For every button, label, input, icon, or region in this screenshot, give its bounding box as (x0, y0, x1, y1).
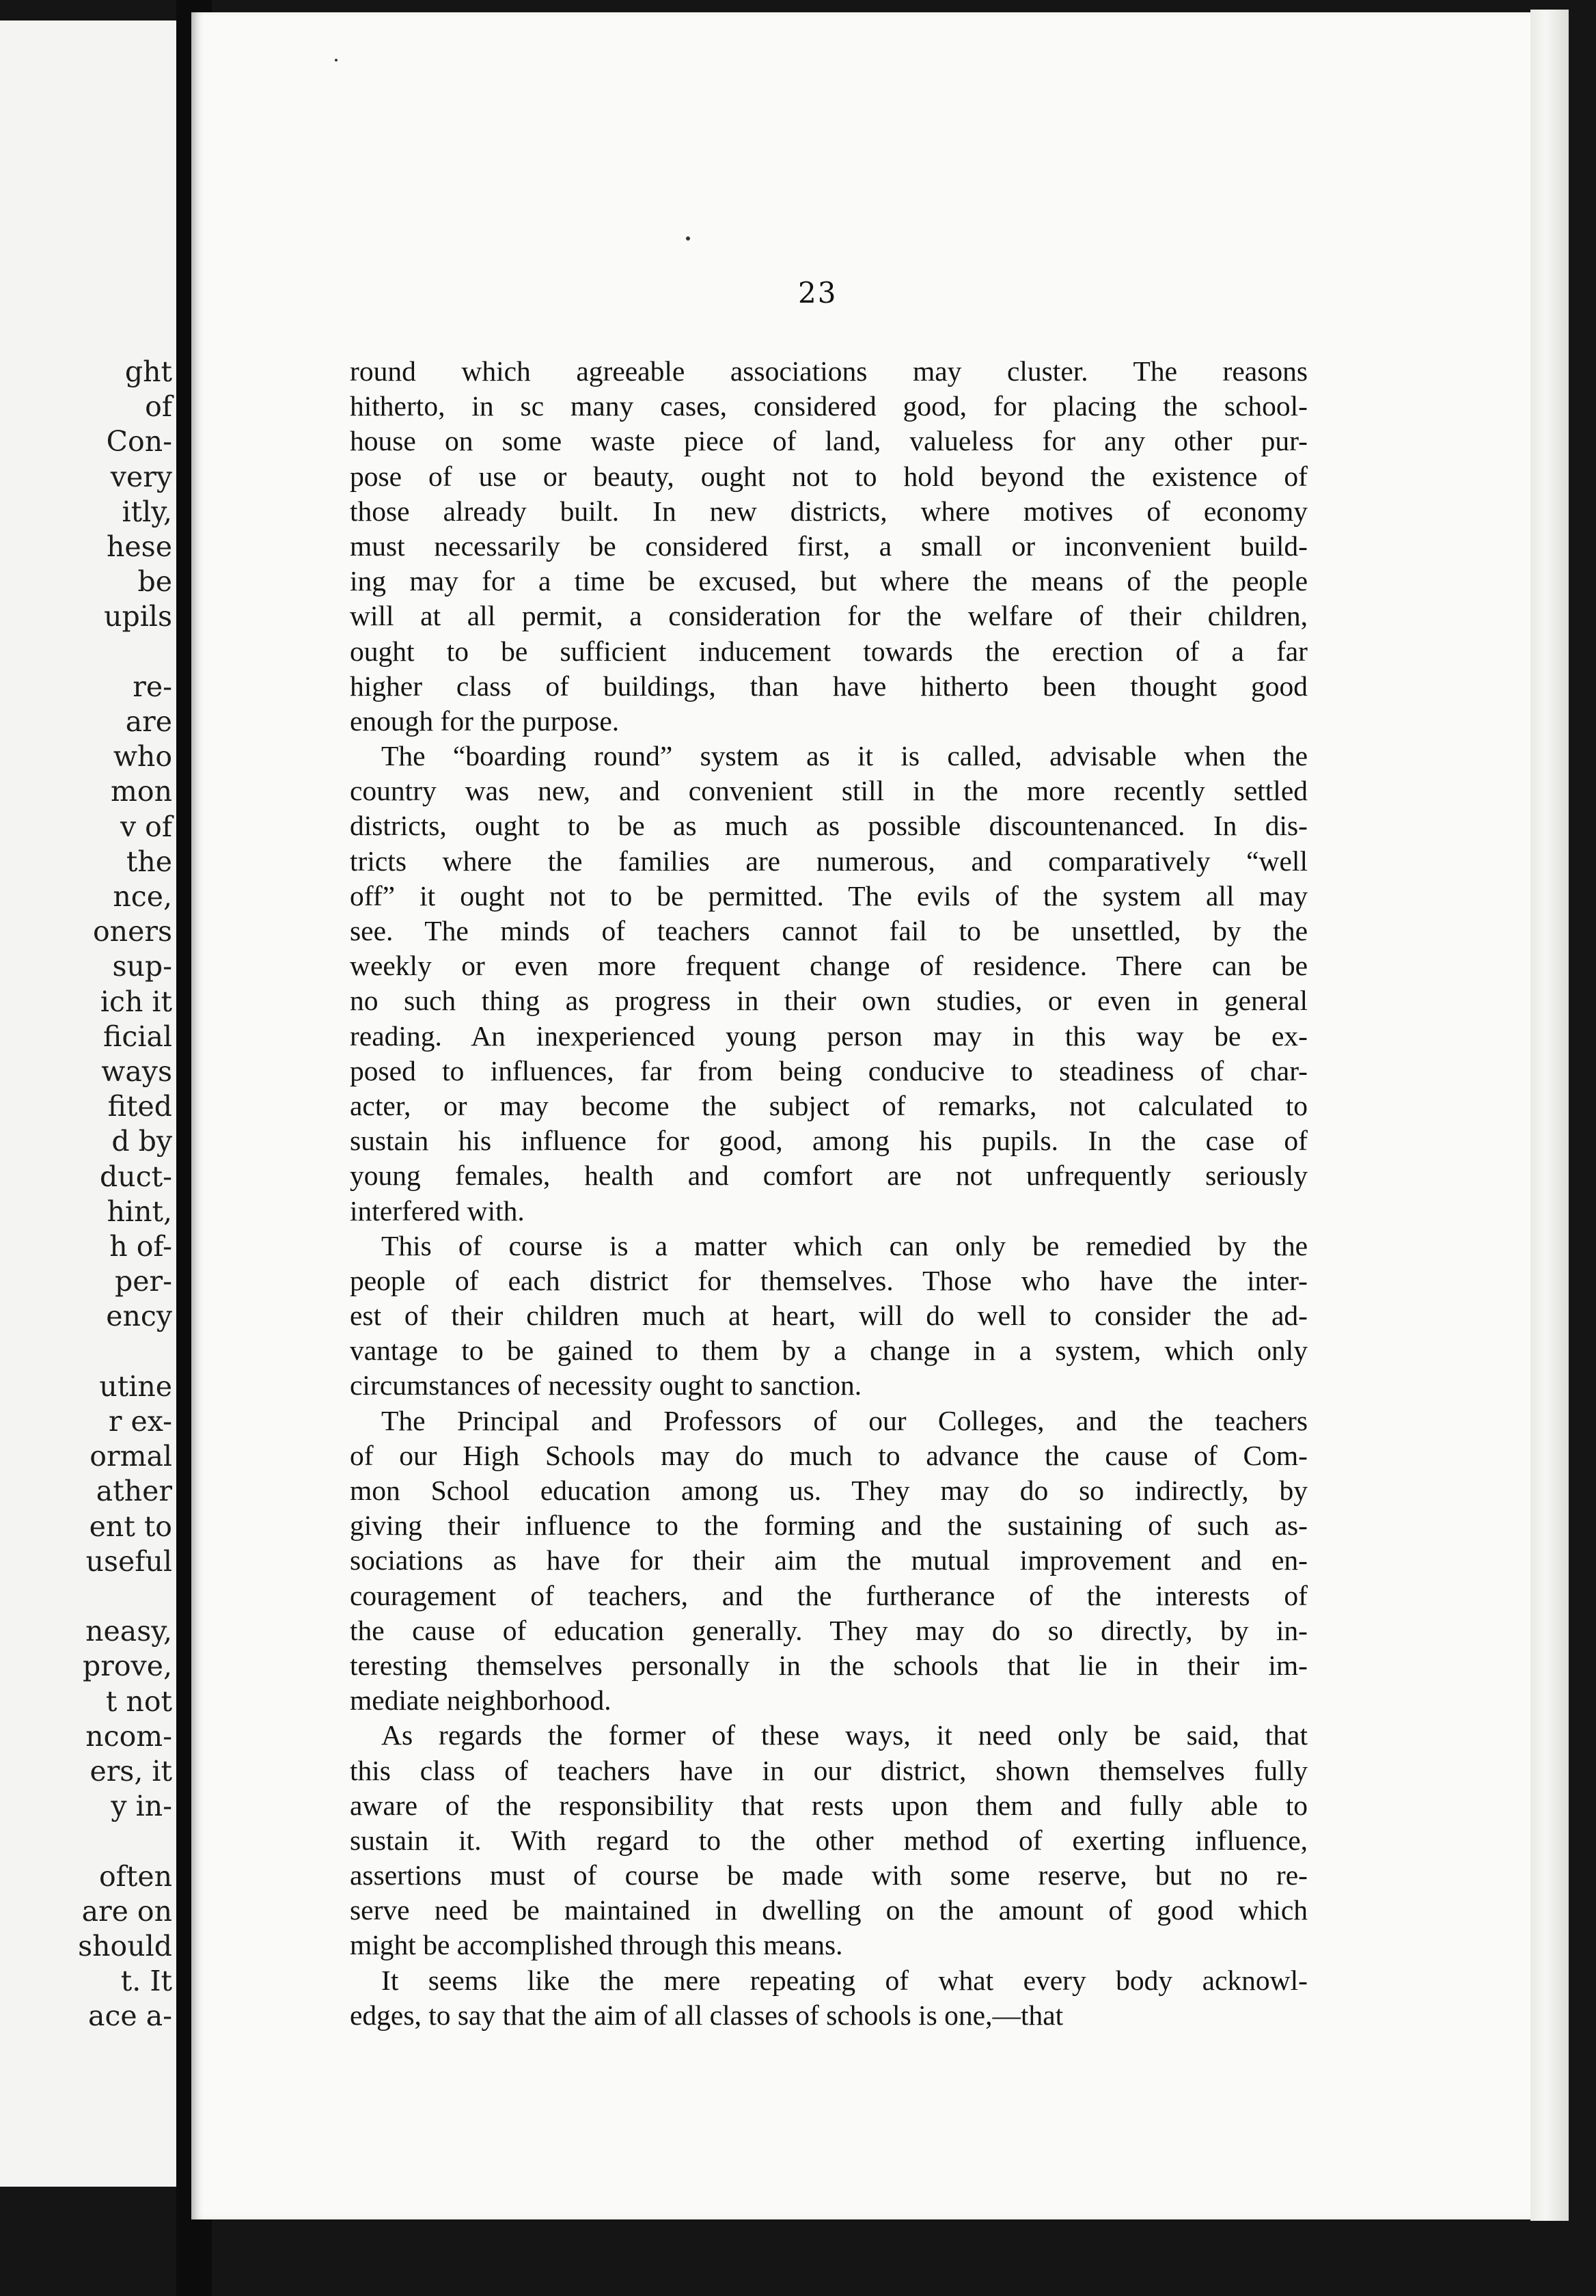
text-line: those already built. In new districts, where motives of economy (350, 495, 1308, 527)
margin-fragment: hese (107, 530, 172, 563)
margin-fragment: mon (111, 775, 172, 808)
margin-fragment: oners (93, 915, 172, 948)
text-line: districts, ought to be as much as possible discountenanced. In dis- (350, 810, 1308, 842)
margin-fragment: ways (101, 1055, 172, 1088)
text-line: circumstances of necessity ought to sanction. (350, 1369, 862, 1402)
text-line: higher class of buildings, than have hitherto been thought good (350, 670, 1308, 702)
text-line: serve need be maintained in dwelling on the amount of good which (350, 1894, 1308, 1926)
text-line: ought to be sufficient inducement towards the erection of a far (350, 635, 1308, 667)
margin-fragment: useful (85, 1544, 172, 1578)
paragraph (350, 354, 1308, 739)
text-line: of our High Schools may do much to advance the cause of Com- (350, 1439, 1308, 1471)
text-line: no such thing as progress in their own studies, or even in general (350, 985, 1308, 1017)
paragraph (350, 1404, 1308, 1719)
margin-fragment: neasy, (85, 1615, 172, 1648)
margin-fragment: ace a- (88, 1999, 172, 2033)
margin-fragment: ormal (90, 1440, 172, 1473)
text-line: will at all permit, a consideration for the welfare of their children, (350, 600, 1308, 632)
page-number: 23 (798, 276, 838, 310)
margin-fragment: prove, (83, 1650, 172, 1683)
margin-fragment: h of- (109, 1230, 172, 1263)
margin-fragment: duct- (100, 1160, 172, 1193)
text-line: house on some waste piece of land, valueless for any other pur- (350, 425, 1308, 457)
left-facing-page (0, 20, 176, 2187)
margin-fragment: who (113, 740, 172, 774)
text-line: ing may for a time be excused, but where the means of the people (350, 565, 1308, 597)
text-line: sustain it. With regard to the other method of exerting influence, (350, 1824, 1308, 1856)
scan-speck (335, 59, 338, 62)
page-body-text (350, 354, 1308, 2033)
text-line: might be accomplished through this means. (350, 1929, 843, 1961)
text-line: vantage to be gained to them by a change in a system, which only (350, 1335, 1308, 1367)
margin-fragment: ficial (103, 1020, 172, 1053)
margin-fragment: d by (111, 1125, 172, 1158)
margin-fragment: of (145, 390, 172, 424)
text-line: sociations as have for their aim the mutual improvement and en- (350, 1544, 1308, 1576)
margin-fragment: ich it (100, 985, 172, 1018)
text-line: tricts where the families are numerous, and comparatively “well (350, 845, 1308, 877)
text-line: see. The minds of teachers cannot fail to be unsettled, by the (350, 915, 1308, 946)
margin-fragment: Con- (106, 425, 172, 459)
text-line: enough for the purpose. (350, 705, 620, 737)
margin-fragment: are (125, 705, 172, 738)
margin-fragment: nce, (113, 880, 172, 913)
text-line: interfered with. (350, 1194, 525, 1227)
margin-fragment: often (98, 1859, 172, 1893)
margin-fragment: r ex- (108, 1405, 172, 1438)
text-line: assertions must of course be made with some reserve, but no re- (350, 1859, 1308, 1891)
text-line: aware of the responsibility that rests upon them and fully able to (350, 1789, 1308, 1821)
text-line: reading. An inexperienced young person may in this way be ex- (350, 1020, 1308, 1052)
text-line: must necessarily be considered first, a small or inconvenient build- (350, 530, 1308, 562)
text-line: people of each district for themselves. Those who have the inter- (350, 1264, 1308, 1296)
text-line: mediate neighborhood. (350, 1684, 611, 1717)
text-line: As regards the former of these ways, it need only be said, that (381, 1719, 1308, 1751)
margin-fragment: are on (81, 1894, 172, 1928)
text-line: this class of teachers have in our district, shown themselves fully (350, 1754, 1308, 1786)
paragraph (350, 1718, 1308, 1963)
margin-fragment: hint, (107, 1194, 172, 1228)
margin-fragment: the (126, 845, 172, 878)
margin-fragment: ght (124, 355, 172, 388)
text-line: round which agreeable associations may cluster. The reasons (350, 355, 1308, 387)
margin-fragment: sup- (112, 950, 172, 983)
text-line: edges, to say that the aim of all classes of schools is one,—that (350, 1999, 1064, 2031)
text-line: giving their influence to the forming and the sustaining of such as- (350, 1509, 1308, 1542)
margin-fragment: very (110, 460, 172, 493)
margin-fragment: y in- (111, 1790, 172, 1823)
margin-fragment: utine (99, 1369, 172, 1403)
margin-fragment: upils (104, 600, 172, 633)
margin-fragment: t. It (120, 1965, 172, 1998)
scan-speck (686, 236, 690, 241)
text-line: posed to influences, far from being conducive to steadiness of char- (350, 1054, 1308, 1086)
margin-fragment: t not (105, 1684, 172, 1718)
text-line: young females, health and comfort are not unfrequently seriously (350, 1160, 1308, 1192)
text-line: country was new, and convenient still in the more recently settled (350, 775, 1308, 807)
text-line: pose of use or beauty, ought not to hold beyond the existence of (350, 460, 1308, 492)
paragraph (350, 1963, 1308, 2033)
text-line: weekly or even more frequent change of residence. There can be (350, 950, 1308, 982)
text-line: sustain his influence for good, among his pupils. In the case of (350, 1125, 1308, 1157)
text-line: couragement of teachers, and the furtherance of the interests of (350, 1579, 1308, 1611)
paragraph (350, 1229, 1308, 1404)
text-line: the cause of education generally. They may do so directly, by in- (350, 1614, 1308, 1646)
margin-fragment: fited (107, 1090, 172, 1123)
margin-fragment: ency (106, 1300, 172, 1333)
text-line: It seems like the mere repeating of what every body acknowl- (381, 1964, 1308, 1996)
margin-fragment: ather (96, 1475, 172, 1508)
text-line: off” it ought not to be permitted. The evils of the system all may (350, 879, 1308, 912)
margin-fragment: re- (133, 670, 172, 703)
paragraph (350, 739, 1308, 1229)
text-line: This of course is a matter which can only be remedied by the (381, 1229, 1308, 1261)
text-line: teresting themselves personally in the schools that lie in their im- (350, 1649, 1308, 1681)
margin-fragment: per- (115, 1265, 172, 1298)
text-line: acter, or may become the subject of remarks, not calculated to (350, 1089, 1308, 1121)
text-line: est of their children much at heart, will do well to consider the ad- (350, 1300, 1308, 1332)
margin-fragment: itly, (122, 495, 172, 528)
text-line: The Principal and Professors of our Colleges, and the teachers (381, 1404, 1308, 1436)
margin-fragment: ent to (89, 1509, 172, 1543)
text-line: mon School education among us. They may do so indirectly, by (350, 1475, 1308, 1506)
margin-fragment: ers, it (90, 1755, 172, 1788)
text-line: The “boarding round” system as it is called, advisable when the (381, 740, 1308, 772)
margin-fragment: ncom- (85, 1719, 172, 1753)
margin-fragment: be (137, 565, 172, 599)
margin-fragment: v of (120, 810, 172, 843)
page-edge (1530, 10, 1569, 2221)
margin-fragment: should (78, 1930, 172, 1963)
text-line: hitherto, in sc many cases, considered good, for placing the school- (350, 390, 1308, 422)
